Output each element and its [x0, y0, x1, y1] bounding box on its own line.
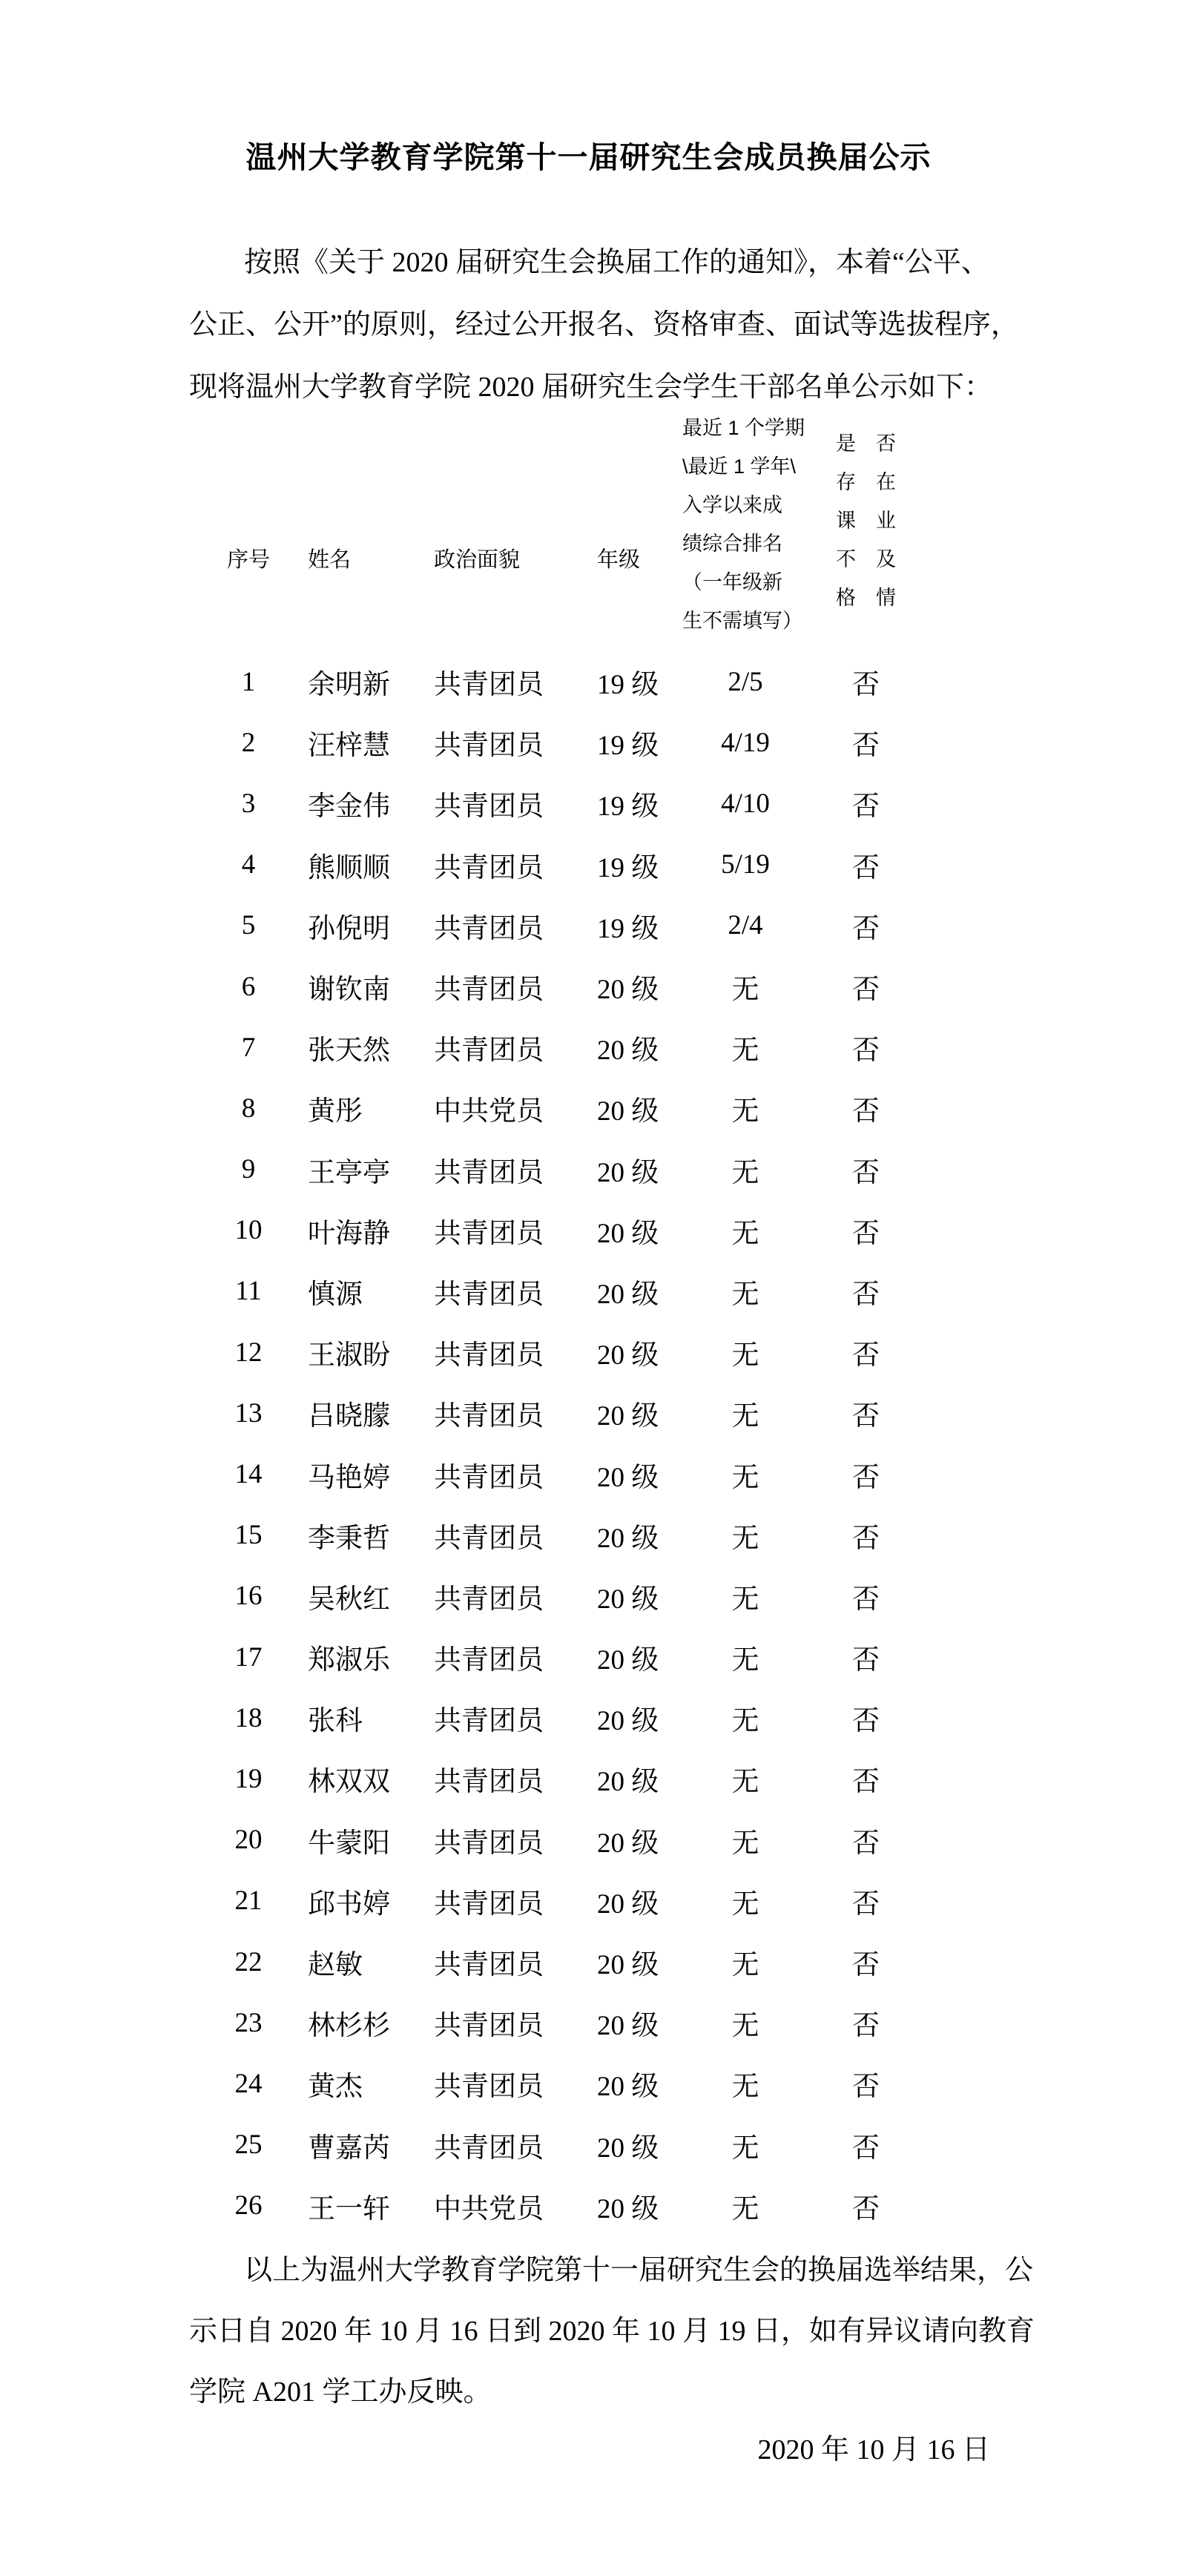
cell-name: 邱书婷	[308, 1888, 390, 1920]
closing-line-2: 示日自 2020 年 10 月 16 日到 2020 年 10 月 19 日，如有异议请向教育	[189, 2316, 1035, 2347]
cell-rank: 无	[731, 1096, 759, 1127]
cell-rank: 无	[731, 1950, 759, 1981]
cell-grade: 20 级	[597, 1828, 659, 1859]
cell-fail-status: 否	[852, 731, 880, 762]
table-row	[189, 1627, 990, 1687]
cell-rank: 无	[731, 1767, 759, 1798]
table-row	[189, 2053, 990, 2114]
cell-serial: 26	[234, 2190, 263, 2221]
cell-name: 余明新	[308, 670, 390, 701]
cell-serial: 10	[234, 1215, 263, 1246]
table-row	[189, 1566, 990, 1627]
cell-name: 林杉杉	[308, 2011, 390, 2042]
cell-grade: 19 级	[597, 852, 659, 883]
cell-political-status: 共青团员	[434, 1767, 544, 1798]
cell-serial: 18	[234, 1702, 263, 1733]
cell-fail-status: 否	[852, 2132, 880, 2164]
cell-fail-status: 否	[852, 975, 880, 1006]
table-row	[189, 1139, 990, 1200]
cell-rank: 无	[731, 1523, 759, 1554]
cell-name: 谢钦南	[308, 975, 390, 1006]
member-table-body	[189, 651, 990, 2236]
cell-grade: 20 级	[597, 1645, 659, 1676]
table-row	[189, 1443, 990, 1504]
header-political-status: 政治面貌	[434, 547, 521, 572]
cell-fail-status: 否	[852, 913, 880, 944]
cell-rank: 无	[731, 2193, 759, 2224]
header-grade: 年级	[597, 547, 641, 572]
cell-serial: 14	[234, 1459, 263, 1490]
cell-political-status: 共青团员	[434, 670, 544, 701]
cell-grade: 19 级	[597, 791, 659, 823]
cell-rank: 无	[731, 1401, 759, 1432]
cell-rank: 5/19	[721, 849, 770, 880]
header-name: 姓名	[308, 547, 352, 572]
table-row	[189, 1748, 990, 1809]
cell-political-status: 中共党员	[434, 1096, 544, 1127]
table-row	[189, 1505, 990, 1566]
table-row	[189, 2115, 990, 2175]
table-row	[189, 1871, 990, 1931]
cell-serial: 1	[241, 666, 256, 697]
cell-rank: 无	[731, 1462, 759, 1493]
cell-fail-status: 否	[852, 1950, 880, 1981]
cell-grade: 20 级	[597, 1035, 659, 1067]
cell-fail-status: 否	[852, 670, 880, 701]
cell-serial: 12	[234, 1337, 263, 1368]
cell-serial: 15	[234, 1520, 263, 1551]
intro-line-3: 现将温州大学教育学院 2020 届研究生会学生干部名单公示如下：	[189, 372, 993, 403]
table-row	[189, 1017, 990, 1078]
intro-paragraph	[189, 231, 1019, 418]
cell-grade: 20 级	[597, 975, 659, 1006]
cell-serial: 21	[234, 1885, 263, 1917]
cell-grade: 20 级	[597, 1706, 659, 1737]
cell-rank: 2/5	[728, 666, 763, 697]
cell-political-status: 共青团员	[434, 1462, 544, 1493]
cell-political-status: 共青团员	[434, 1523, 544, 1554]
cell-political-status: 中共党员	[434, 2193, 544, 2224]
cell-grade: 20 级	[597, 2072, 659, 2103]
cell-serial: 8	[241, 1093, 256, 1124]
cell-name: 吕晓朦	[308, 1401, 390, 1432]
cell-political-status: 共青团员	[434, 791, 544, 823]
table-row	[189, 1200, 990, 1261]
cell-political-status: 共青团员	[434, 913, 544, 944]
cell-name: 李金伟	[308, 791, 390, 823]
cell-rank: 2/4	[728, 910, 763, 941]
closing-line-3: 学院 A201 学工办反映。	[189, 2376, 492, 2408]
table-row	[189, 1383, 990, 1443]
table-row	[189, 1322, 990, 1383]
cell-political-status: 共青团员	[434, 1035, 544, 1067]
cell-political-status: 共青团员	[434, 1218, 544, 1249]
cell-grade: 20 级	[597, 1523, 659, 1554]
cell-political-status: 共青团员	[434, 1645, 544, 1676]
cell-name: 王一轩	[308, 2193, 390, 2224]
cell-grade: 20 级	[597, 1157, 659, 1188]
cell-name: 王淑盼	[308, 1340, 390, 1371]
cell-serial: 20	[234, 1825, 263, 1856]
cell-political-status: 共青团员	[434, 1706, 544, 1737]
cell-grade: 20 级	[597, 1340, 659, 1371]
cell-rank: 无	[731, 1279, 759, 1310]
table-row	[189, 1810, 990, 1871]
cell-name: 吴秋红	[308, 1584, 390, 1615]
cell-rank: 无	[731, 1828, 759, 1859]
cell-name: 张科	[308, 1706, 363, 1737]
cell-political-status: 共青团员	[434, 731, 544, 762]
cell-rank: 4/19	[721, 727, 770, 758]
cell-fail-status: 否	[852, 2011, 880, 2042]
cell-rank: 无	[731, 1218, 759, 1249]
cell-name: 黄彤	[308, 1096, 363, 1127]
header-serial: 序号	[226, 547, 270, 572]
cell-rank: 无	[731, 1706, 759, 1737]
cell-name: 赵敏	[308, 1950, 363, 1981]
cell-fail-status: 否	[852, 852, 880, 883]
cell-grade: 20 级	[597, 1888, 659, 1920]
cell-fail-status: 否	[852, 1096, 880, 1127]
cell-fail-status: 否	[852, 1888, 880, 1920]
table-row	[189, 956, 990, 1017]
cell-name: 牛蒙阳	[308, 1828, 390, 1859]
cell-fail-status: 否	[852, 1157, 880, 1188]
cell-name: 叶海静	[308, 1218, 390, 1249]
cell-rank: 无	[731, 1035, 759, 1067]
cell-serial: 5	[241, 910, 256, 941]
cell-rank: 无	[731, 2011, 759, 2042]
cell-political-status: 共青团员	[434, 2011, 544, 2042]
date-line: 2020 年 10 月 16 日	[757, 2434, 990, 2465]
cell-fail-status: 否	[852, 1584, 880, 1615]
cell-serial: 19	[234, 1763, 263, 1794]
cell-political-status: 共青团员	[434, 852, 544, 883]
table-row	[189, 651, 990, 712]
cell-serial: 22	[234, 1946, 263, 1977]
header-rank: 最近 1 个学期 \最近 1 学年\ 入学以来成 绩综合排名 （一年级新 生不需填写）	[682, 417, 805, 632]
cell-name: 熊顺顺	[308, 852, 390, 883]
cell-political-status: 共青团员	[434, 1950, 544, 1981]
cell-fail-status: 否	[852, 1340, 880, 1371]
cell-grade: 19 级	[597, 670, 659, 701]
cell-fail-status: 否	[852, 2193, 880, 2224]
cell-rank: 无	[731, 2072, 759, 2103]
cell-name: 李秉哲	[308, 1523, 390, 1554]
cell-serial: 6	[241, 971, 256, 1002]
cell-grade: 20 级	[597, 2132, 659, 2164]
cell-fail-status: 否	[852, 1645, 880, 1676]
cell-rank: 4/10	[721, 788, 770, 819]
cell-fail-status: 否	[852, 1462, 880, 1493]
table-row	[189, 2175, 990, 2236]
table-row	[189, 1992, 990, 2053]
cell-rank: 无	[731, 1888, 759, 1920]
cell-name: 慎源	[308, 1279, 363, 1310]
cell-fail-status: 否	[852, 1523, 880, 1554]
cell-fail-status: 否	[852, 791, 880, 823]
cell-rank: 无	[731, 2132, 759, 2164]
cell-name: 黄杰	[308, 2072, 363, 2103]
cell-name: 汪梓慧	[308, 731, 390, 762]
cell-name: 曹嘉芮	[308, 2132, 390, 2164]
cell-political-status: 共青团员	[434, 2132, 544, 2164]
cell-grade: 20 级	[597, 1218, 659, 1249]
intro-line-1: 按照《关于 2020 届研究生会换届工作的通知》，本着“公平、	[244, 247, 989, 278]
cell-serial: 7	[241, 1032, 256, 1063]
cell-grade: 20 级	[597, 1462, 659, 1493]
cell-name: 王亭亭	[308, 1157, 390, 1188]
cell-political-status: 共青团员	[434, 1340, 544, 1371]
cell-grade: 20 级	[597, 2193, 659, 2224]
cell-rank: 无	[731, 1157, 759, 1188]
cell-fail-status: 否	[852, 1218, 880, 1249]
cell-fail-status: 否	[852, 2072, 880, 2103]
cell-grade: 20 级	[597, 1401, 659, 1432]
cell-fail-status: 否	[852, 1767, 880, 1798]
cell-grade: 20 级	[597, 1950, 659, 1981]
cell-fail-status: 否	[852, 1706, 880, 1737]
cell-grade: 19 级	[597, 731, 659, 762]
cell-serial: 24	[234, 2068, 263, 2099]
cell-rank: 无	[731, 1645, 759, 1676]
cell-name: 林双双	[308, 1767, 390, 1798]
cell-fail-status: 否	[852, 1828, 880, 1859]
table-row	[189, 1078, 990, 1139]
cell-rank: 无	[731, 1584, 759, 1615]
cell-name: 郑淑乐	[308, 1645, 390, 1676]
cell-serial: 4	[241, 849, 256, 880]
table-row	[189, 1261, 990, 1322]
cell-serial: 3	[241, 788, 256, 819]
cell-name: 张天然	[308, 1035, 390, 1067]
cell-grade: 20 级	[597, 1279, 659, 1310]
cell-political-status: 共青团员	[434, 1401, 544, 1432]
intro-line-2: 公正、公开”的原则，经过公开报名、资格审查、面试等选拔程序，	[189, 309, 1019, 340]
cell-fail-status: 否	[852, 1035, 880, 1067]
cell-rank: 无	[731, 975, 759, 1006]
cell-serial: 25	[234, 2129, 263, 2161]
table-row	[189, 895, 990, 956]
table-row	[189, 1931, 990, 1992]
cell-political-status: 共青团员	[434, 1828, 544, 1859]
cell-serial: 23	[234, 2007, 263, 2038]
cell-grade: 20 级	[597, 2011, 659, 2042]
closing-line-1: 以上为温州大学教育学院第十一届研究生会的换届选举结果，公	[244, 2255, 1034, 2286]
cell-grade: 19 级	[597, 913, 659, 944]
cell-political-status: 共青团员	[434, 1279, 544, 1310]
cell-serial: 16	[234, 1581, 263, 1612]
cell-political-status: 共青团员	[434, 2072, 544, 2103]
cell-fail-status: 否	[852, 1279, 880, 1310]
cell-name: 孙倪明	[308, 913, 390, 944]
cell-political-status: 共青团员	[434, 1584, 544, 1615]
cell-political-status: 共青团员	[434, 1157, 544, 1188]
cell-serial: 17	[234, 1641, 263, 1673]
table-row	[189, 1687, 990, 1748]
cell-serial: 9	[241, 1154, 256, 1185]
table-row	[189, 712, 990, 773]
cell-rank: 无	[731, 1340, 759, 1371]
cell-fail-status: 否	[852, 1401, 880, 1432]
cell-serial: 13	[234, 1397, 263, 1429]
cell-name: 马艳婷	[308, 1462, 390, 1493]
table-header	[189, 409, 990, 647]
closing-paragraph	[189, 2240, 1035, 2422]
cell-political-status: 共青团员	[434, 975, 544, 1006]
cell-political-status: 共青团员	[434, 1888, 544, 1920]
header-fail-status: 是否 存在 课业 不及 格情	[836, 432, 916, 609]
cell-serial: 2	[241, 727, 256, 758]
table-row	[189, 834, 990, 895]
cell-grade: 20 级	[597, 1584, 659, 1615]
cell-grade: 20 级	[597, 1767, 659, 1798]
table-row	[189, 773, 990, 834]
cell-grade: 20 级	[597, 1096, 659, 1127]
page-title: 温州大学教育学院第十一届研究生会成员换届公示	[245, 140, 932, 175]
cell-serial: 11	[235, 1276, 262, 1307]
